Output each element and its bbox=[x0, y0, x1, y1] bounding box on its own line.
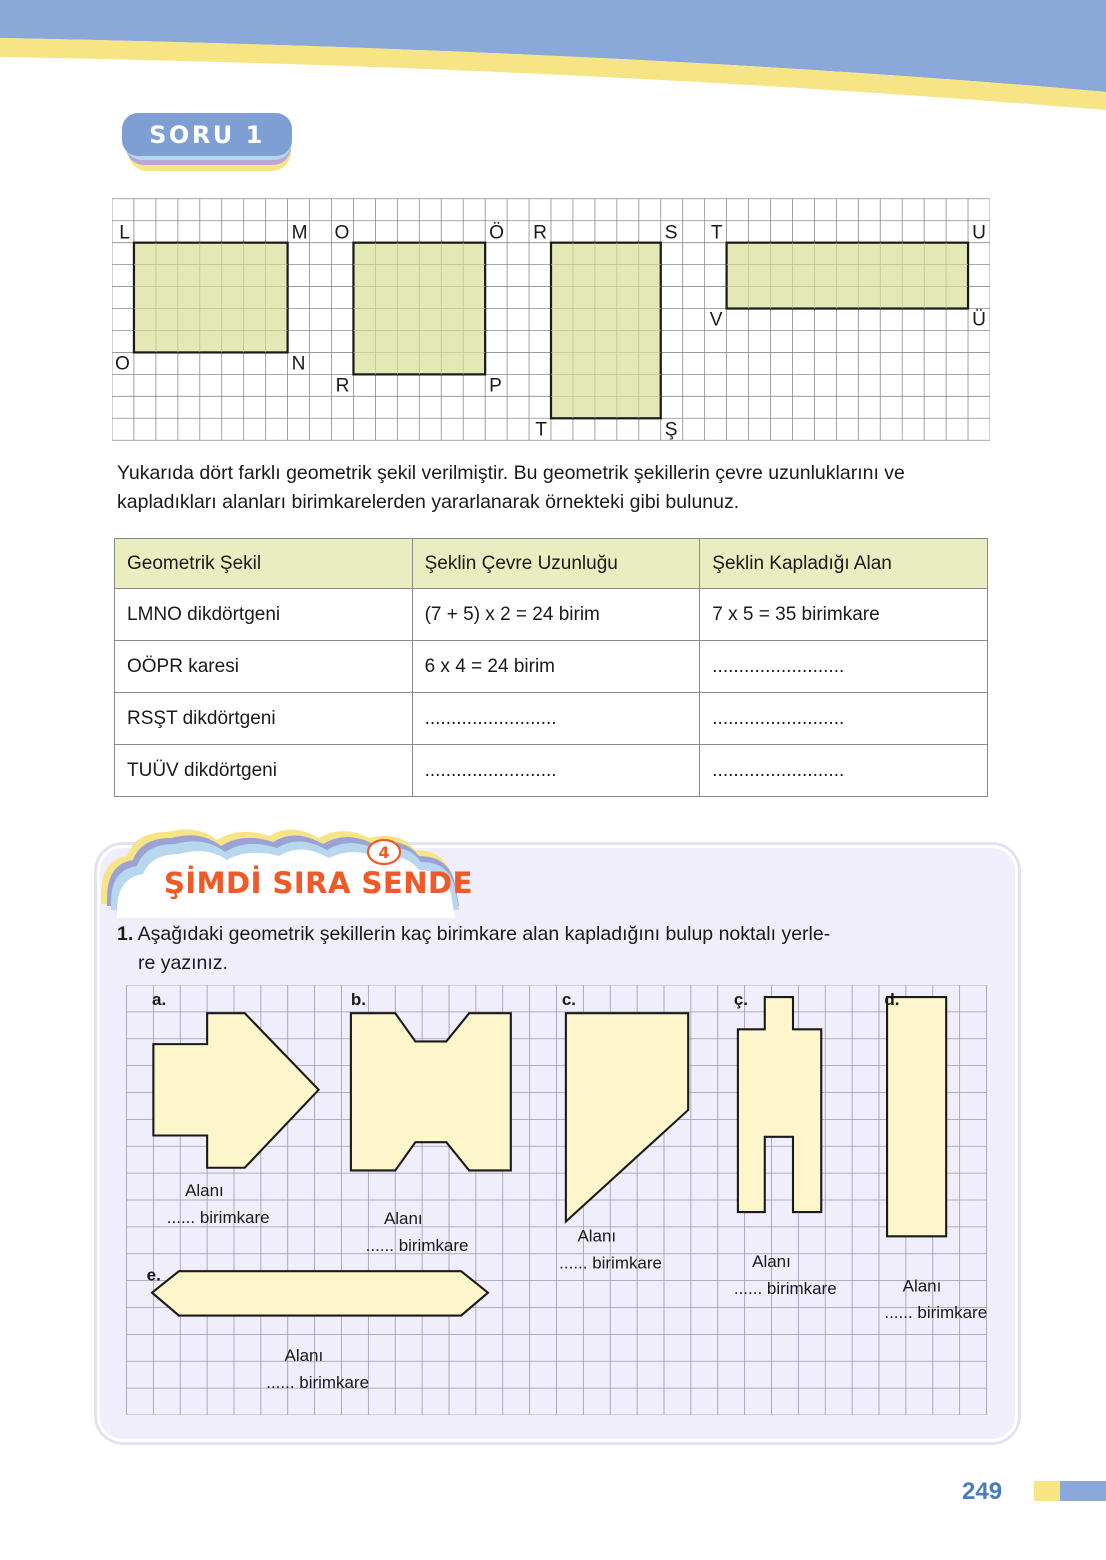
soru-badge-label: SORU 1 bbox=[149, 120, 265, 149]
section-title: ŞİMDİ SIRA SENDE bbox=[164, 866, 473, 900]
vertex-label-L: L bbox=[119, 222, 130, 244]
question-1-text bbox=[117, 920, 997, 978]
vertex-label-T: T bbox=[710, 222, 723, 244]
answer-label-alani-a: Alanı bbox=[185, 1180, 224, 1200]
table-row bbox=[115, 641, 988, 693]
table-header-row bbox=[115, 539, 988, 589]
figure-letter-c: c. bbox=[561, 990, 577, 1010]
figure-letter-ç: ç. bbox=[733, 990, 749, 1010]
cell-perimeter[interactable]: ......................... bbox=[412, 693, 700, 745]
cell-shape: OÖPR karesi bbox=[115, 641, 413, 693]
shape-TUÜV bbox=[727, 243, 968, 309]
exercise-figures-grid bbox=[120, 985, 993, 1415]
answer-blank-birimkare-e[interactable]: ...... birimkare bbox=[266, 1373, 370, 1393]
shape-d-bar bbox=[887, 997, 946, 1236]
shape-LMNO bbox=[134, 243, 288, 353]
vertex-label-O: O bbox=[334, 222, 350, 244]
cell-area[interactable]: ......................... bbox=[700, 693, 988, 745]
page-number: 249 bbox=[962, 1478, 1003, 1505]
instruction-paragraph: Yukarıda dört farklı geometrik şekil verilmiştir. Bu geometrik şekillerin çevre uzunluklarını ve kapladıkları alanları birimkarelerden yararlanarak örnekteki gibi bulunuz. bbox=[117, 462, 905, 513]
section-number-badge bbox=[366, 838, 400, 864]
cell-perimeter[interactable]: ......................... bbox=[412, 745, 700, 797]
vertex-label-N: N bbox=[291, 353, 306, 375]
answer-label-alani-c-cedilla: Alanı bbox=[752, 1252, 791, 1272]
cell-shape: RSŞT dikdörtgeni bbox=[115, 693, 413, 745]
question-line-2: re yazınız. bbox=[138, 952, 228, 974]
answer-blank-birimkare-d[interactable]: ...... birimkare bbox=[884, 1303, 988, 1323]
footer-blue-block bbox=[1060, 1481, 1106, 1501]
cell-area[interactable]: 7 x 5 = 35 birimkare bbox=[700, 589, 988, 641]
table-header-shape: Geometrik Şekil bbox=[115, 539, 413, 589]
figure-letter-a: a. bbox=[152, 990, 167, 1010]
answer-blank-birimkare-c[interactable]: ...... birimkare bbox=[559, 1253, 662, 1273]
vertex-label-U: U bbox=[972, 222, 986, 244]
cell-perimeter[interactable]: 6 x 4 = 24 birim bbox=[412, 641, 700, 693]
vertex-label-R: R bbox=[533, 222, 547, 244]
soru-badge bbox=[122, 113, 297, 175]
question-line-1: Aşağıdaki geometrik şekillerin kaç birimkare alan kapladığını bulup noktalı yerle- bbox=[137, 923, 831, 945]
cell-area[interactable]: ......................... bbox=[700, 641, 988, 693]
vertex-label-P: P bbox=[489, 375, 502, 397]
answer-label-alani-e: Alanı bbox=[284, 1346, 324, 1366]
vertex-label-V: V bbox=[709, 309, 723, 331]
table-row bbox=[115, 745, 988, 797]
cell-shape: TUÜV dikdörtgeni bbox=[115, 745, 413, 797]
shape-c-trapezoid bbox=[566, 1013, 688, 1221]
top-banner-decoration bbox=[0, 0, 1106, 120]
results-table bbox=[114, 538, 988, 797]
vertex-label-Ş: Ş bbox=[664, 419, 678, 441]
section-number-text: 4 bbox=[378, 843, 390, 862]
answer-blank-birimkare-b[interactable]: ...... birimkare bbox=[365, 1236, 469, 1256]
vertex-label-T: T bbox=[535, 419, 547, 441]
vertex-label-R: R bbox=[335, 375, 350, 397]
cell-perimeter[interactable]: (7 + 5) x 2 = 24 birim bbox=[412, 589, 700, 641]
shape-e-hexagon bbox=[152, 1271, 488, 1315]
cell-area[interactable]: ......................... bbox=[700, 745, 988, 797]
answer-label-alani-b: Alanı bbox=[383, 1209, 423, 1229]
cell-shape: LMNO dikdörtgeni bbox=[115, 589, 413, 641]
answer-label-alani-c: Alanı bbox=[577, 1226, 617, 1246]
vertex-label-Ö: Ö bbox=[489, 222, 505, 244]
answer-blank-birimkare-c-cedilla[interactable]: ...... birimkare bbox=[733, 1279, 837, 1299]
figure-letter-b: b. bbox=[350, 990, 366, 1010]
shape-b-bowtie bbox=[351, 1013, 511, 1170]
vertex-label-M: M bbox=[291, 222, 308, 244]
question-number: 1. bbox=[117, 923, 134, 945]
table-row bbox=[115, 693, 988, 745]
shape-c-cedilla-arch bbox=[738, 997, 821, 1212]
vertex-label-Ü: Ü bbox=[972, 309, 986, 331]
soru-badge-main bbox=[122, 113, 292, 156]
table-header-perimeter: Şeklin Çevre Uzunluğu bbox=[412, 539, 700, 589]
vertex-label-O: O bbox=[115, 353, 130, 375]
answer-blank-birimkare-a[interactable]: ...... birimkare bbox=[166, 1207, 270, 1227]
figure-letter-d: d. bbox=[884, 990, 900, 1010]
figure-letter-e: e. bbox=[146, 1265, 161, 1285]
table-header-area: Şeklin Kapladığı Alan bbox=[700, 539, 988, 589]
table-row bbox=[115, 589, 988, 641]
top-figure-grid bbox=[112, 197, 990, 442]
answer-label-alani-d: Alanı bbox=[902, 1276, 942, 1296]
shape-a-arrow bbox=[153, 1013, 318, 1168]
footer-yellow-block bbox=[1034, 1481, 1060, 1501]
vertex-label-S: S bbox=[664, 222, 678, 244]
